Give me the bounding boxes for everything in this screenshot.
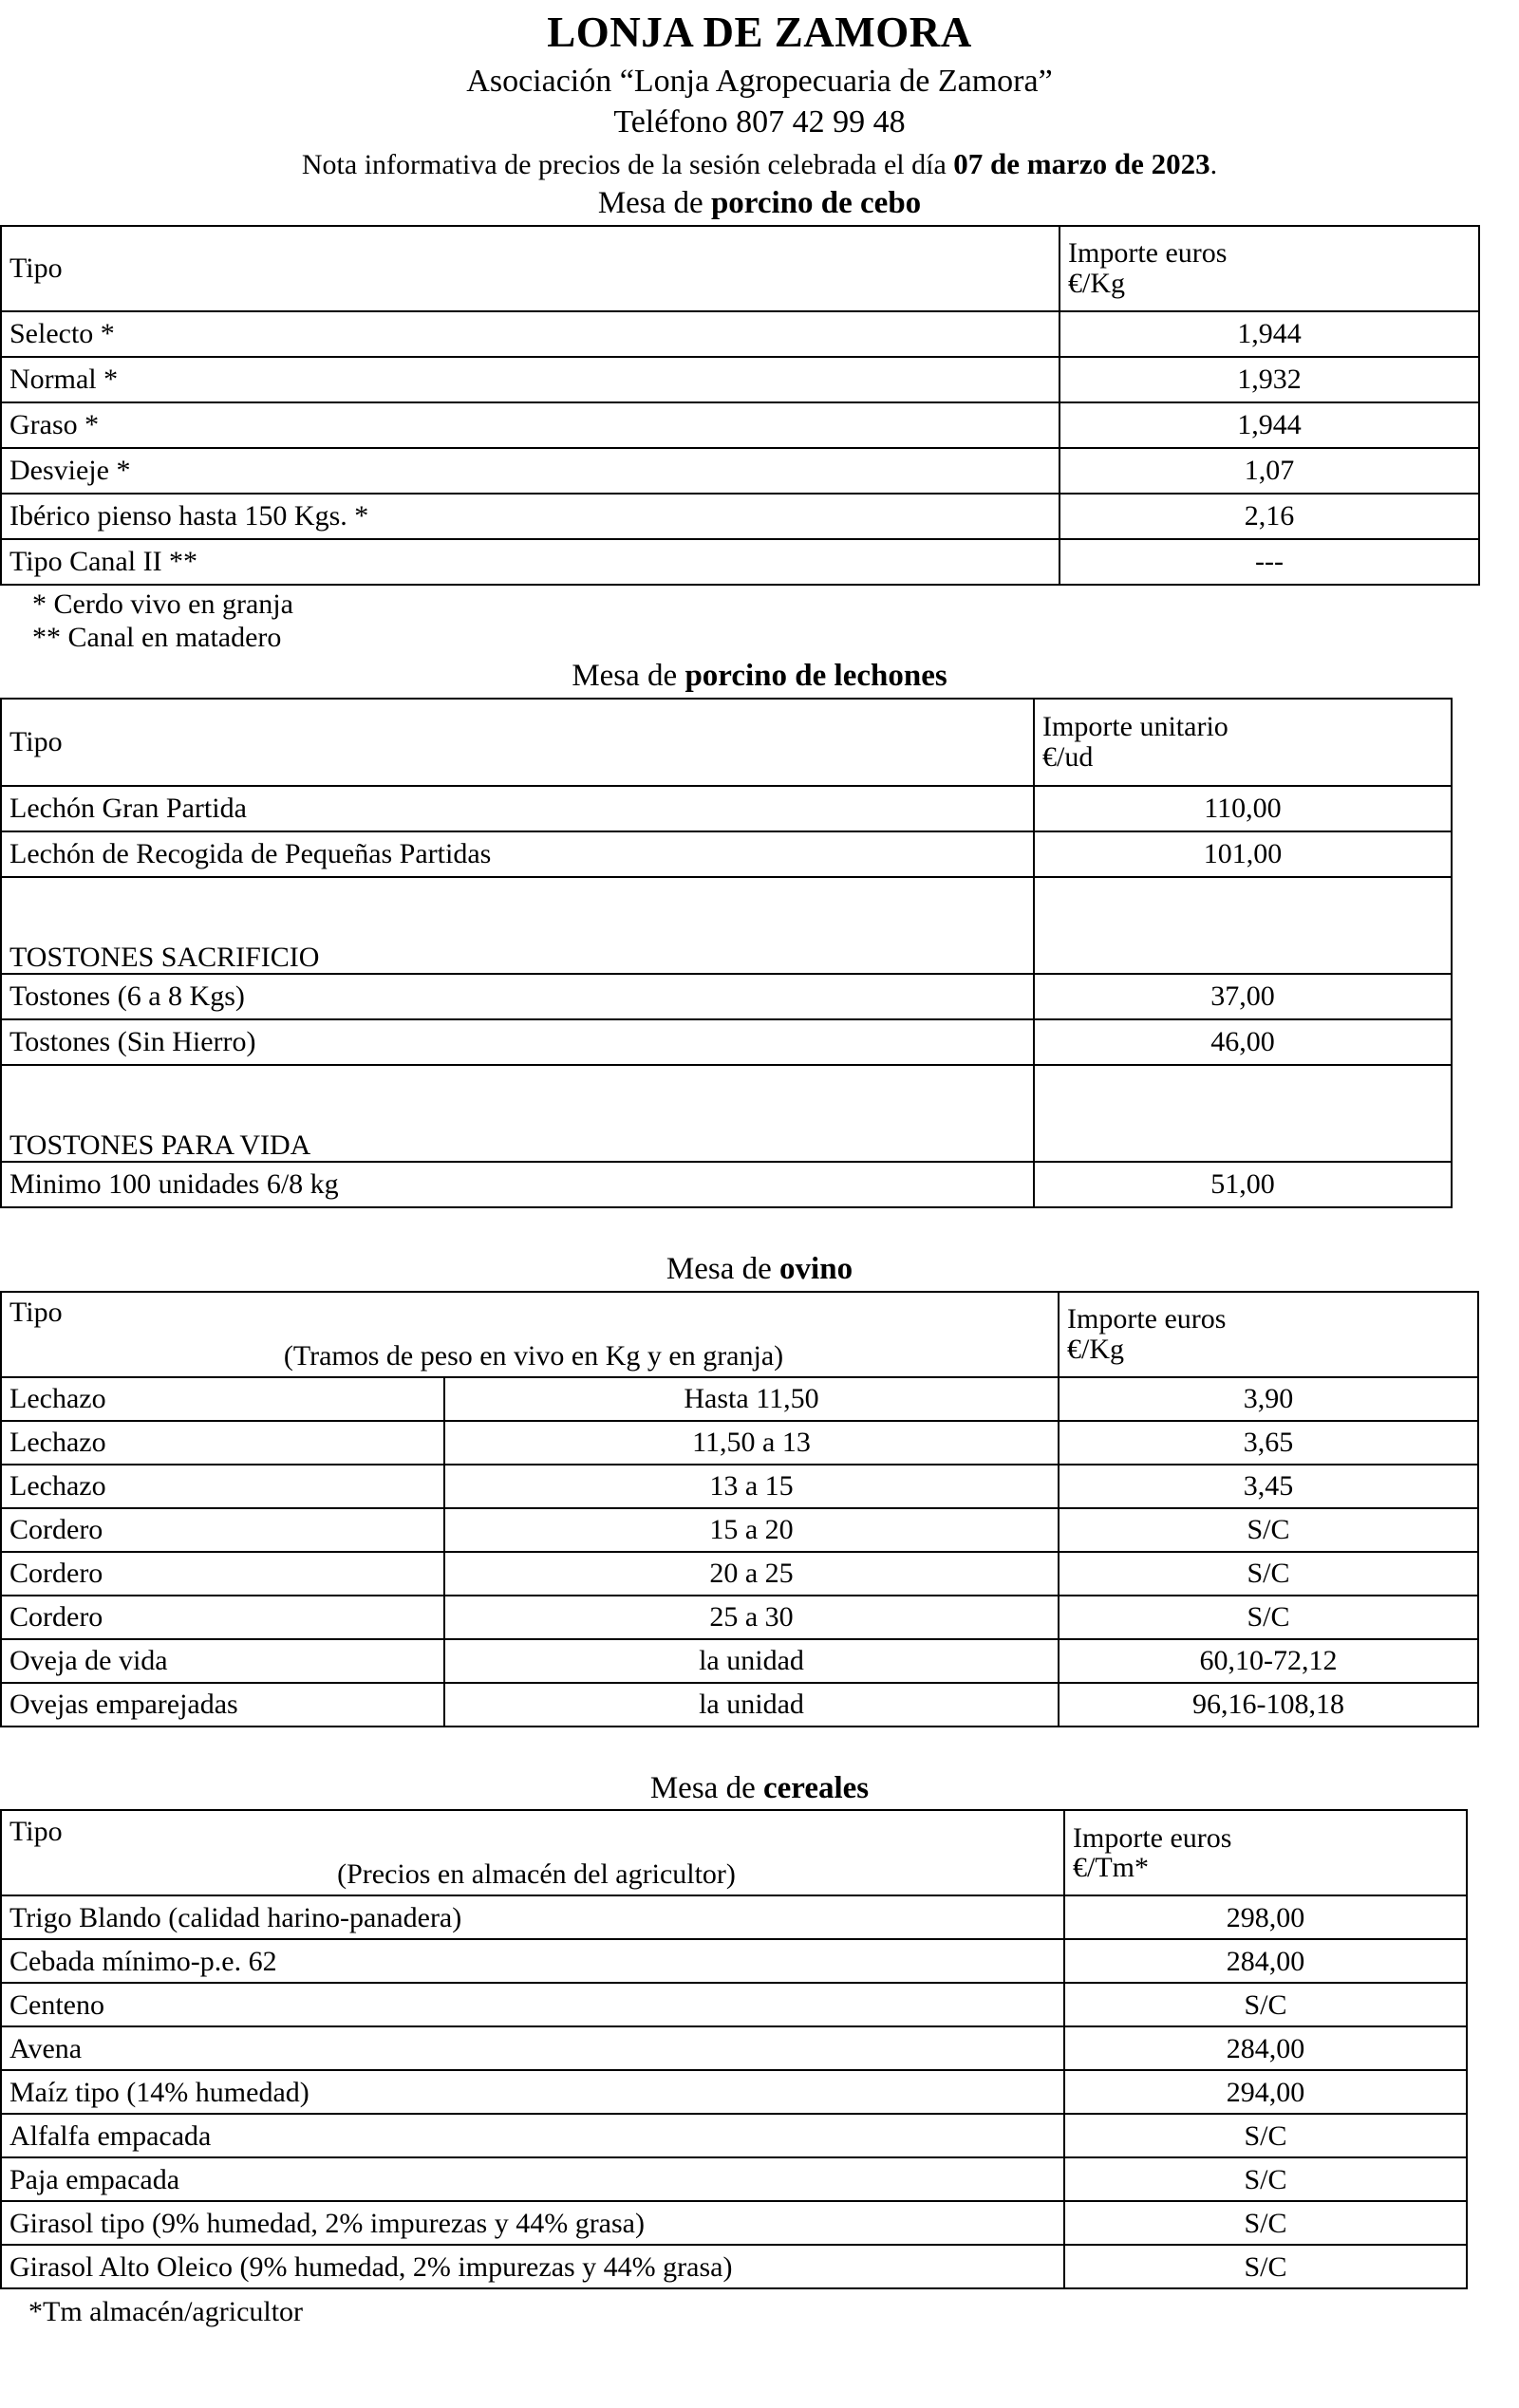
cell-importe: 298,00 — [1064, 1895, 1467, 1939]
table-row — [1, 494, 1479, 539]
table-row — [1, 2157, 1467, 2201]
table-row — [1, 1162, 1452, 1207]
heading-prefix: Mesa de — [649, 1770, 756, 1805]
cell-tipo: Trigo Blando (calidad harino-panadera) — [1, 1895, 1064, 1939]
cell-importe: S/C — [1064, 2201, 1467, 2245]
cell-tipo: Lechazo — [1, 1465, 444, 1508]
table-row — [1, 1939, 1467, 1983]
cell-importe: 1,944 — [1060, 402, 1479, 448]
column-header-tipo-sub: (Precios en almacén del agricultor) — [337, 1858, 736, 1891]
cell-tipo: Minimo 100 unidades 6/8 kg — [1, 1162, 1034, 1207]
cell-rango: la unidad — [444, 1683, 1059, 1727]
table-row — [1, 1508, 1478, 1552]
heading-bold: ovino — [779, 1251, 853, 1286]
cell-tipo: Ibérico pienso hasta 150 Kgs. * — [1, 494, 1060, 539]
cell-tipo: Paja empacada — [1, 2157, 1064, 2201]
cell-tipo: Graso * — [1, 402, 1060, 448]
table-header-row — [1, 1810, 1467, 1895]
column-header-importe-line2: €/ud — [1042, 740, 1094, 773]
table-row — [1, 974, 1452, 1019]
heading-bold: porcino de lechones — [684, 658, 947, 693]
column-header-tipo: Tipo — [1, 699, 1034, 786]
column-header-importe-line1: Importe euros — [1067, 1303, 1227, 1335]
cell-importe: 2,16 — [1060, 494, 1479, 539]
cell-tipo: Oveja de vida — [1, 1639, 444, 1683]
cell-tipo: Selecto * — [1, 311, 1060, 357]
column-header-tipo-sub: (Tramos de peso en vivo en Kg y en granja) — [283, 1339, 784, 1372]
cell-importe: 60,10-72,12 — [1059, 1639, 1478, 1683]
cell-importe: 3,90 — [1059, 1377, 1478, 1421]
cell-rango: 13 a 15 — [444, 1465, 1059, 1508]
cell-importe: 96,16-108,18 — [1059, 1683, 1478, 1727]
table-header-row — [1, 1292, 1478, 1377]
heading-prefix: Mesa de — [572, 658, 678, 693]
table-row — [1, 357, 1479, 402]
cell-importe: 3,45 — [1059, 1465, 1478, 1508]
table-header-row — [1, 699, 1452, 786]
cell-tipo: Lechazo — [1, 1377, 444, 1421]
cell-tipo: Tipo Canal II ** — [1, 539, 1060, 585]
table-porcino-lechones — [0, 698, 1453, 1208]
table-row — [1, 786, 1452, 831]
association-name: Asociación “Lonja Agropecuaria de Zamora” — [466, 64, 1053, 99]
cell-importe: 46,00 — [1034, 1019, 1452, 1065]
cell-tipo: Girasol Alto Oleico (9% humedad, 2% impurezas y 44% grasa) — [1, 2245, 1064, 2288]
heading-ovino — [0, 1248, 1519, 1291]
column-header-importe — [1064, 1810, 1467, 1895]
cell-tipo: Lechazo — [1, 1421, 444, 1465]
column-header-tipo: Tipo — [9, 1297, 63, 1329]
cell-importe: S/C — [1064, 1983, 1467, 2026]
cell-tipo: Normal * — [1, 357, 1060, 402]
column-header-importe-line1: Importe euros — [1073, 1821, 1232, 1854]
cell-importe — [1034, 1065, 1452, 1162]
table-row — [1, 1895, 1467, 1939]
cell-importe: S/C — [1059, 1508, 1478, 1552]
column-header-importe-line2: €/Kg — [1067, 1333, 1124, 1365]
column-header-tipo: Tipo — [9, 1815, 63, 1847]
table-row — [1, 1552, 1478, 1596]
table-cereales — [0, 1809, 1468, 2289]
table-row — [1, 2245, 1467, 2288]
cell-importe: 3,65 — [1059, 1421, 1478, 1465]
section-spacer — [0, 1208, 1519, 1248]
cell-rango: 20 a 25 — [444, 1552, 1059, 1596]
table-row — [1, 2114, 1467, 2157]
cell-tipo: Alfalfa empacada — [1, 2114, 1064, 2157]
cell-importe: S/C — [1059, 1552, 1478, 1596]
cell-rango: 11,50 a 13 — [444, 1421, 1059, 1465]
document-title: LONJA DE ZAMORA — [547, 9, 972, 56]
cell-importe: 101,00 — [1034, 831, 1452, 877]
cell-importe: 294,00 — [1064, 2070, 1467, 2114]
cell-importe: 284,00 — [1064, 2026, 1467, 2070]
session-note-suffix: . — [1210, 148, 1218, 180]
table-row-subheading — [1, 877, 1452, 974]
cell-rango: Hasta 11,50 — [444, 1377, 1059, 1421]
cell-rango: 25 a 30 — [444, 1596, 1059, 1639]
table-row — [1, 2026, 1467, 2070]
phone-line: Teléfono 807 42 99 48 — [613, 104, 906, 140]
cell-importe: S/C — [1064, 2245, 1467, 2288]
cell-importe: S/C — [1064, 2114, 1467, 2157]
session-note — [0, 142, 1519, 182]
cell-tipo: Desvieje * — [1, 448, 1060, 494]
session-date: 07 de marzo de 2023 — [953, 146, 1210, 180]
cell-importe: --- — [1060, 539, 1479, 585]
cell-tipo: Tostones (6 a 8 Kgs) — [1, 974, 1034, 1019]
heading-bold: porcino de cebo — [710, 185, 922, 220]
cell-tipo: Maíz tipo (14% humedad) — [1, 2070, 1064, 2114]
column-header-tipo-group — [1, 1810, 1064, 1895]
heading-porcino-cebo — [0, 182, 1519, 225]
cell-importe: 1,932 — [1060, 357, 1479, 402]
table-header-row — [1, 226, 1479, 311]
cell-importe: 284,00 — [1064, 1939, 1467, 1983]
table-row — [1, 402, 1479, 448]
cell-tipo: TOSTONES SACRIFICIO — [1, 877, 1034, 974]
cell-tipo: Lechón de Recogida de Pequeñas Partidas — [1, 831, 1034, 877]
footnote-cereales: *Tm almacén/agricultor — [28, 2296, 304, 2328]
cell-importe — [1034, 877, 1452, 974]
column-header-importe — [1060, 226, 1479, 311]
cell-importe: S/C — [1064, 2157, 1467, 2201]
document-masthead — [0, 0, 1519, 182]
cell-tipo: TOSTONES PARA VIDA — [1, 1065, 1034, 1162]
column-header-importe-line2: €/Tm* — [1073, 1852, 1149, 1884]
column-header-importe — [1034, 699, 1452, 786]
table-row — [1, 1596, 1478, 1639]
table-row — [1, 1983, 1467, 2026]
cell-importe: 37,00 — [1034, 974, 1452, 1019]
table-row — [1, 2201, 1467, 2245]
table-row — [1, 539, 1479, 585]
table-row — [1, 311, 1479, 357]
cell-tipo: Cordero — [1, 1552, 444, 1596]
table-row — [1, 831, 1452, 877]
table-porcino-cebo — [0, 225, 1480, 586]
table-row — [1, 1377, 1478, 1421]
cell-rango: 15 a 20 — [444, 1508, 1059, 1552]
cell-rango: la unidad — [444, 1639, 1059, 1683]
column-header-importe — [1059, 1292, 1478, 1377]
footnote-line: * Cerdo vivo en granja — [32, 588, 293, 620]
column-header-tipo-group — [1, 1292, 1059, 1377]
table-row — [1, 1683, 1478, 1727]
cell-importe: 1,07 — [1060, 448, 1479, 494]
cell-importe: S/C — [1059, 1596, 1478, 1639]
column-header-tipo: Tipo — [1, 226, 1060, 311]
column-header-importe-line2: €/Kg — [1068, 267, 1125, 299]
table-row — [1, 1465, 1478, 1508]
table-row — [1, 1639, 1478, 1683]
cell-tipo: Ovejas emparejadas — [1, 1683, 444, 1727]
heading-prefix: Mesa de — [597, 185, 703, 220]
cell-importe: 51,00 — [1034, 1162, 1452, 1207]
heading-cereales — [0, 1767, 1519, 1810]
cell-tipo: Centeno — [1, 1983, 1064, 2026]
cell-tipo: Lechón Gran Partida — [1, 786, 1034, 831]
session-note-prefix: Nota informativa de precios de la sesión celebrada el día — [301, 148, 947, 180]
cell-importe: 110,00 — [1034, 786, 1452, 831]
section-spacer — [0, 1727, 1519, 1767]
table-row — [1, 448, 1479, 494]
footnotes-porcino-cebo — [32, 586, 1519, 655]
table-row — [1, 1421, 1478, 1465]
cell-tipo: Avena — [1, 2026, 1064, 2070]
column-header-importe-line1: Importe euros — [1068, 237, 1228, 270]
heading-prefix: Mesa de — [666, 1251, 772, 1286]
table-ovino — [0, 1291, 1479, 1727]
cell-tipo: Cordero — [1, 1596, 444, 1639]
column-header-importe-line1: Importe unitario — [1042, 711, 1228, 743]
table-row — [1, 1019, 1452, 1065]
heading-porcino-lechones — [0, 655, 1519, 698]
cell-tipo: Cebada mínimo-p.e. 62 — [1, 1939, 1064, 1983]
cell-tipo: Cordero — [1, 1508, 444, 1552]
table-row-subheading — [1, 1065, 1452, 1162]
cell-tipo: Girasol tipo (9% humedad, 2% impurezas y 44% grasa) — [1, 2201, 1064, 2245]
cell-importe: 1,944 — [1060, 311, 1479, 357]
cell-tipo: Tostones (Sin Hierro) — [1, 1019, 1034, 1065]
table-row — [1, 2070, 1467, 2114]
heading-bold: cereales — [762, 1770, 870, 1805]
footnote-line: ** Canal en matadero — [32, 622, 282, 654]
